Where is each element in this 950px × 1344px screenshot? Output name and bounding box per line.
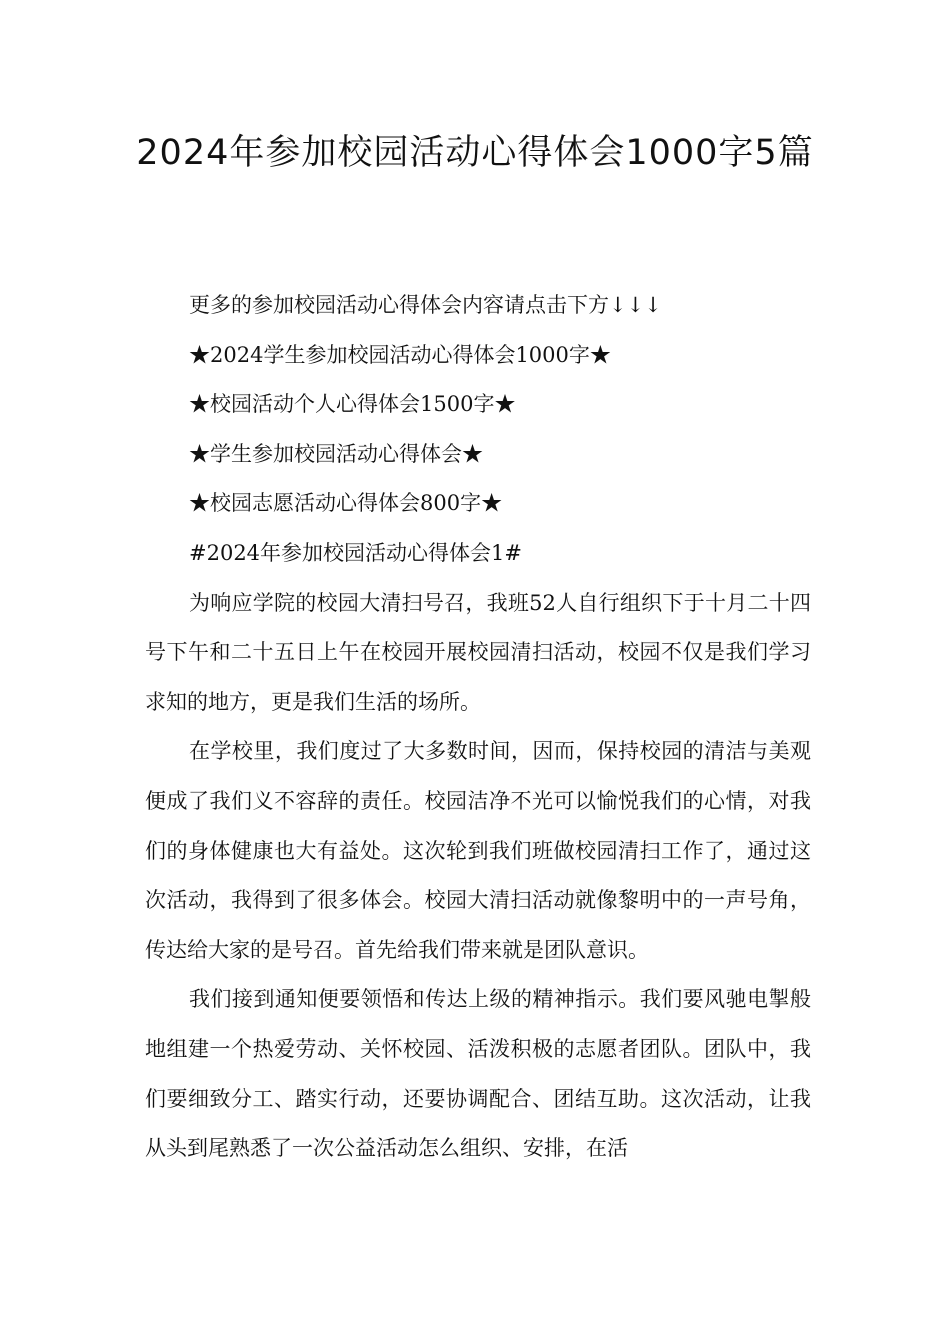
paragraph-3: 我们接到通知便要领悟和传达上级的精神指示。我们要风驰电掣般地组建一个热爱劳动、关怀校园、活泼积极的志愿者团队。团队中，我们要细致分工、踏实行动，还要协调配合、团结互助。这次活动，让我从头到尾熟悉了一次公益活动怎么组织、安排，在活: [145, 987, 811, 1161]
paragraph-1: 为响应学院的校园大清扫号召，我班52人自行组织下于十月二十四号下午和二十五日上午在校园开展校园清扫活动，校园不仅是我们学习求知的地方，更是我们生活的场所。: [145, 590, 811, 714]
related-link-4[interactable]: ★校园志愿活动心得体会800字★: [189, 491, 503, 516]
section-heading: #2024年参加校园活动心得体会1#: [189, 540, 522, 565]
related-link-2[interactable]: ★校园活动个人心得体会1500字★: [189, 392, 516, 417]
paragraph-2: 在学校里，我们度过了大多数时间，因而，保持校园的清洁与美观便成了我们义不容辞的责任。校园洁净不光可以愉悦我们的心情，对我们的身体健康也大有益处。这次轮到我们班做校园清扫工作了，通过这次活动，我得到了很多体会。校园大清扫活动就像黎明中的一声号角，传达给大家的是号召。首先给我们带来就是团队意识。: [145, 739, 811, 962]
document-body: [145, 281, 811, 1174]
intro-text: 更多的参加校园活动心得体会内容请点击下方↓↓↓: [189, 293, 662, 317]
related-link-1[interactable]: ★2024学生参加校园活动心得体会1000字★: [189, 342, 611, 367]
document-title: 2024年参加校园活动心得体会1000字5篇: [136, 133, 814, 173]
related-link-3[interactable]: ★学生参加校园活动心得体会★: [189, 441, 483, 466]
